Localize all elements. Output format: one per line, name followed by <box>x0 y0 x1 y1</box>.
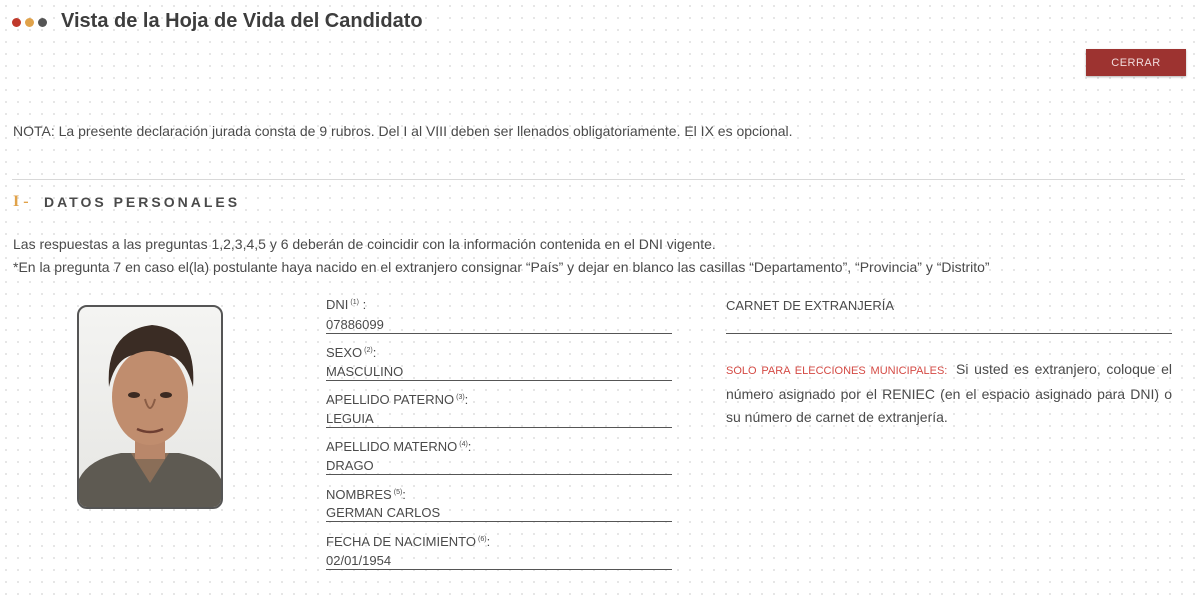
field-value-dni: 07886099 <box>326 316 672 334</box>
field-value-sexo: MASCULINO <box>326 363 672 381</box>
field-value-nombres: GERMAN CARLOS <box>326 504 672 522</box>
field-value-apellido-paterno: LEGUIA <box>326 410 672 428</box>
carnet-label: CARNET DE EXTRANJERÍA <box>726 298 895 313</box>
field-label-dni: DNI $^{(1)}$ : <box>326 297 367 312</box>
section-intro-line2: *En la pregunta 7 en caso el(la) postulante haya nacido en el extranjero consignar “País” y dejar en blanco las casillas “Departamento”, “Provincia” y “Distrito” <box>13 259 990 275</box>
field-value-fecha-nacimiento: 02/01/1954 <box>326 552 672 570</box>
field-label-fecha-nacimiento: FECHA DE NACIMIENTO $^{(6)}$: <box>326 534 491 549</box>
section-divider <box>12 179 1185 180</box>
field-value-apellido-materno: DRAGO <box>326 457 672 475</box>
declaration-note: NOTA: La presente declaración jurada consta de 9 rubros. Del I al VIII deben ser llenados obligatoriamente. El IX es opcional. <box>13 123 793 139</box>
carnet-value <box>726 317 1172 334</box>
close-button[interactable]: CERRAR <box>1086 49 1186 76</box>
field-label-sexo: SEXO $^{(2)}$: <box>326 345 377 360</box>
field-label-nombres: NOMBRES $^{(5)}$: <box>326 487 406 502</box>
window-dots <box>12 18 47 27</box>
field-label-apellido-materno: APELLIDO MATERNO $^{(4)}$: <box>326 439 472 454</box>
municipal-notice-highlight: SOLO PARA ELECCIONES MUNICIPALES: <box>726 365 948 377</box>
gray-dot-icon <box>38 18 47 27</box>
section-numeral: I - <box>13 193 29 210</box>
red-dot-icon <box>12 18 21 27</box>
section-intro-line1: Las respuestas a las preguntas 1,2,3,4,5 y 6 deberán de coincidir con la información contenida en el DNI vigente. <box>13 236 716 252</box>
municipal-notice-text: Si usted es extranjero, coloque el número asignado por el RENIEC (en el espacio asignado para DNI) o su número de carnet de extranjería. <box>726 361 1173 425</box>
section-title: DATOS PERSONALES <box>44 194 241 210</box>
orange-dot-icon <box>25 18 34 27</box>
candidate-photo <box>77 305 223 509</box>
field-label-apellido-paterno: APELLIDO PATERNO $^{(3)}$: <box>326 392 469 407</box>
municipal-notice <box>726 358 1172 429</box>
candidate-photo-image <box>79 307 221 507</box>
page-title: Vista de la Hoja de Vida del Candidato <box>61 10 423 32</box>
